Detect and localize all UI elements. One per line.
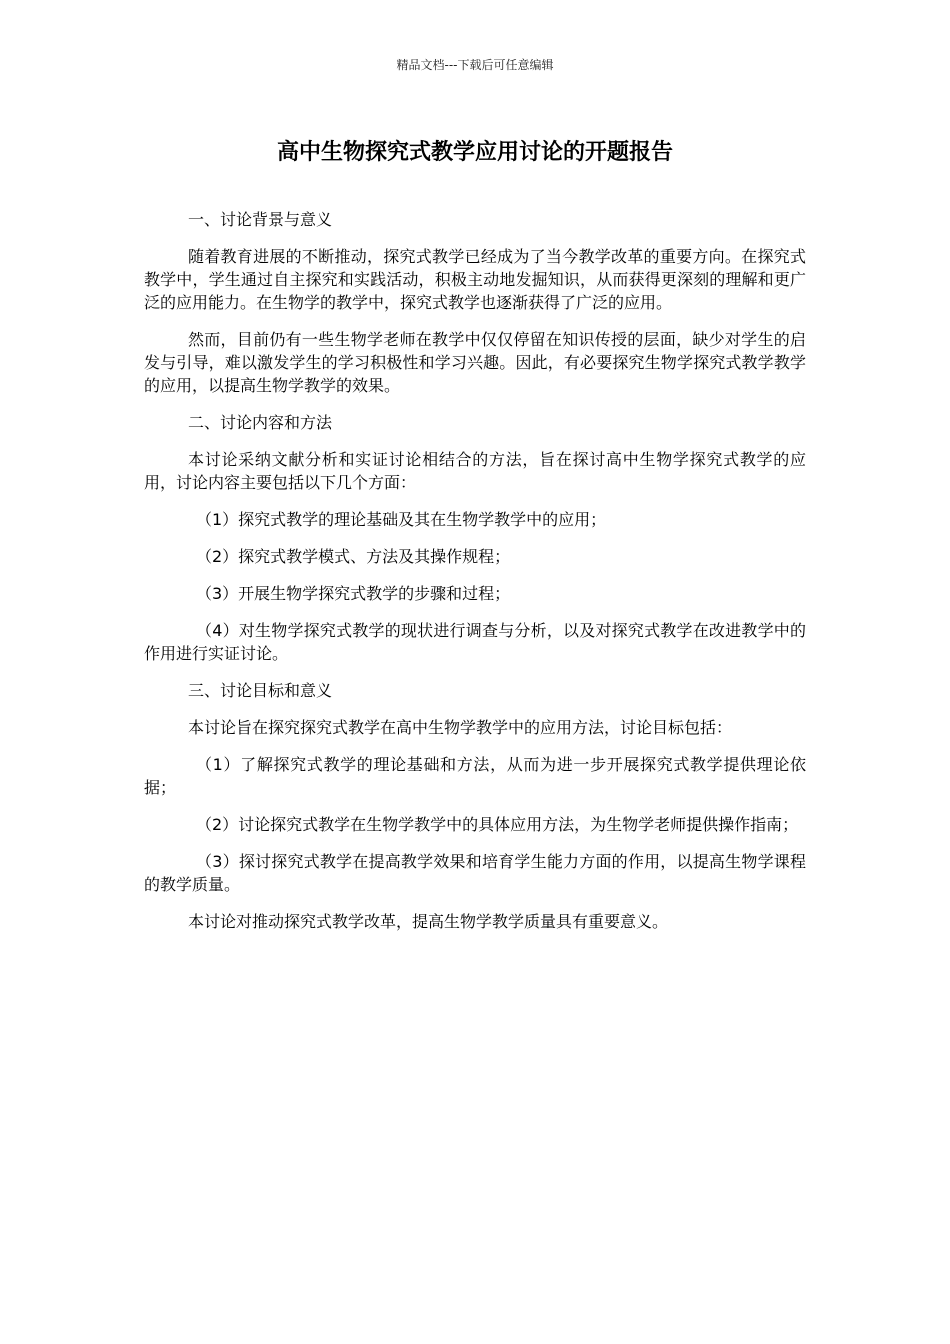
document-body: [144, 208, 806, 947]
list-item: （2）讨论探究式教学在生物学教学中的具体应用方法，为生物学老师提供操作指南；: [196, 815, 799, 834]
list-item: （1）探究式教学的理论基础及其在生物学教学中的应用；: [196, 510, 607, 529]
list-item: （3）开展生物学探究式教学的步骤和过程；: [196, 584, 511, 603]
list-item: （3）探讨探究式教学在提高教学效果和培育学生能力方面的作用，以提高生物学课程的教学质量。: [144, 852, 806, 894]
section-heading-background: 一、讨论背景与意义: [188, 210, 333, 229]
section-heading-goals: 三、讨论目标和意义: [188, 681, 333, 700]
document-title: 高中生物探究式教学应用讨论的开题报告: [276, 140, 673, 165]
list-item: （1）了解探究式教学的理论基础和方法，从而为进一步开展探究式教学提供理论依据；: [144, 755, 806, 797]
list-item: （4）对生物学探究式教学的现状进行调查与分析，以及对探究式教学在改进教学中的作用进行实证讨论。: [144, 621, 806, 663]
header-note: 精品文档---下载后可任意编辑: [396, 58, 554, 72]
list-item: （2）探究式教学模式、方法及其操作规程；: [196, 547, 511, 566]
paragraph: 本讨论对推动探究式教学改革，提高生物学教学质量具有重要意义。: [188, 912, 669, 931]
paragraph: 本讨论旨在探究探究式教学在高中生物学教学中的应用方法，讨论目标包括：: [188, 718, 733, 737]
section-heading-content: 二、讨论内容和方法: [188, 413, 333, 432]
paragraph: 然而，目前仍有一些生物学老师在教学中仅仅停留在知识传授的层面，缺少对学生的启发与引导，难以激发学生的学习积极性和学习兴趣。因此，有必要探究生物学探究式教学教学的应用，以提高生物学教学的效果。: [144, 330, 806, 395]
paragraph: 随着教育进展的不断推动，探究式教学已经成为了当今教学改革的重要方向。在探究式教学中，学生通过自主探究和实践活动，积极主动地发掘知识，从而获得更深刻的理解和更广泛的应用能力。在生物学的教学中，探究式教学也逐渐获得了广泛的应用。: [144, 247, 806, 312]
paragraph: 本讨论采纳文献分析和实证讨论相结合的方法，旨在探讨高中生物学探究式教学的应用，讨论内容主要包括以下几个方面：: [144, 450, 806, 492]
